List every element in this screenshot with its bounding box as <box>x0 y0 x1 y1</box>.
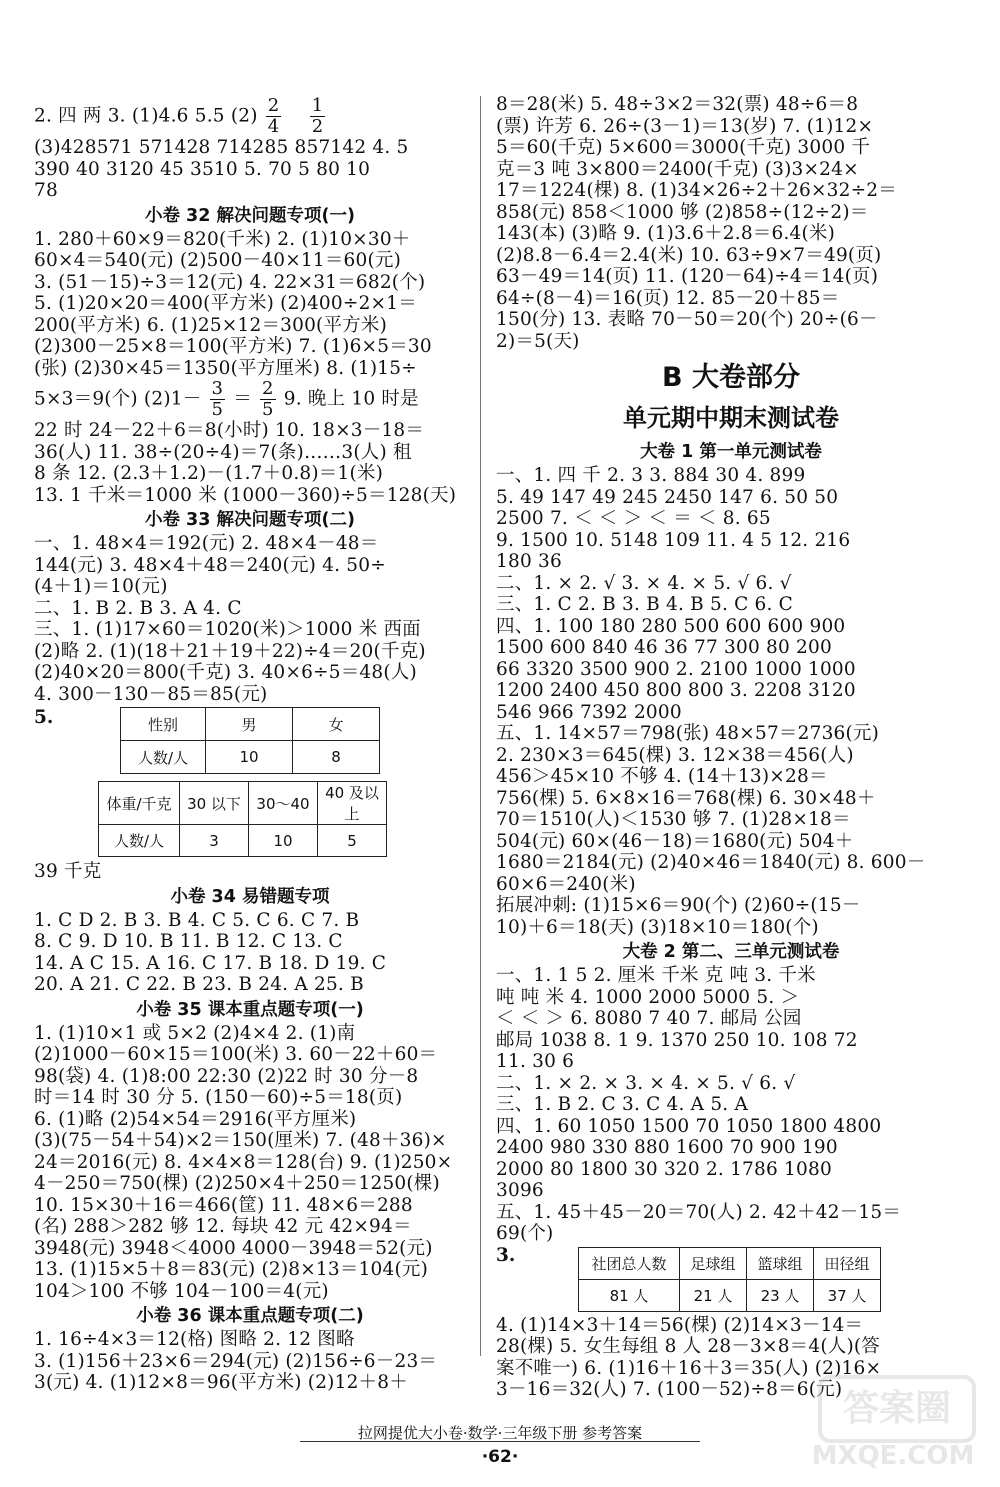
section-title: 小卷 32 解决问题专项(一) <box>144 205 356 226</box>
answer-line: 390 40 3120 45 3510 5. 70 5 80 10 <box>34 158 371 180</box>
answer-line: 8＝28(米) 5. 48÷3×2＝32(票) 48÷6＝8 <box>496 94 859 115</box>
answer-line: 104＞100 不够 104－100＝4(元) <box>34 1280 329 1302</box>
answer-line: 2400 980 330 880 1600 70 900 190 <box>496 1137 838 1158</box>
answer-line: 6. (1)略 (2)54×54＝2916(平方厘米) <box>34 1108 357 1130</box>
footer-rule <box>300 1441 700 1442</box>
answer-block <box>34 420 466 506</box>
answer-line: (票) 许芳 6. 26÷(3－1)＝13(岁) 7. (1)12× <box>496 115 874 137</box>
answer-line: 98(袋) 4. (1)8:00 22:30 (2)22 时 30 分－8 <box>34 1065 419 1087</box>
answer-line: 69(个) <box>496 1223 554 1244</box>
column-divider <box>480 96 481 1356</box>
answer-line: 143(本) (3)略 9. (1)3.6＋2.8＝6.4(米) <box>496 223 836 244</box>
answer-block <box>496 965 966 1245</box>
club-table: 社团总人数 足球组 篮球组 田径组 81 人 21 人 23 人 37 人 <box>578 1247 881 1312</box>
answer-line: 案不唯一) 6. (1)16＋16＋3＝35(人) (2)16× <box>496 1357 882 1379</box>
question-number: 3. <box>496 1244 516 1266</box>
answer-block <box>34 910 466 996</box>
answer-line: 10. 15×30＋16＝466(筐) 11. 48×6＝288 <box>34 1194 413 1216</box>
answer-line: 3. (51－15)÷3＝12(元) 4. 22×31＝682(个) <box>34 271 426 293</box>
answer-line: 5. 49 147 49 245 2450 147 6. 50 50 <box>496 486 839 508</box>
answer-line: 五、1. 14×57＝798(张) 48×57＝2736(元) <box>496 723 880 744</box>
answer-line: 时＝14 时 30 分 5. (150－60)÷5＝18(页) <box>34 1087 403 1108</box>
answer-line: 二、1. B 2. B 3. A 4. C <box>34 597 242 619</box>
answer-line: (4＋1)＝10(元) <box>34 576 168 597</box>
section-title: 小卷 34 易错题专项 <box>170 886 330 907</box>
answer-line: 5＝60(千克) 5×600＝3000(千克) 3000 千 <box>496 137 871 158</box>
watermark-logo: 答案圈 MXQE.COM <box>808 1375 978 1475</box>
answer-line: 60×6＝240(米) <box>496 873 636 895</box>
answer-line: 4－250＝750(棵) (2)250×4＋250＝1250(棵) <box>34 1173 440 1194</box>
question-number: 5. <box>34 707 54 728</box>
answer-line: 66 3320 3500 900 2. 2100 1000 1000 <box>496 658 856 680</box>
answer-line: 200(平方米) 6. (1)25×12＝300(平方米) <box>34 314 387 336</box>
answer-line: (名) 288＞282 够 12. 每块 42 元 42×94＝ <box>34 1216 412 1237</box>
answer-line: 9. 1500 10. 5148 109 11. 4 5 12. 216 <box>496 529 851 551</box>
fraction: $\frac{2}{5}$ <box>262 378 274 420</box>
answer-line: 拓展冲刺: (1)15×6＝90(个) (2)60÷(15－ <box>496 895 861 916</box>
answer-line: 克＝3 吨 3×800＝2400(千克) (3)3×24× <box>496 158 859 180</box>
answer-line: 70＝1510(人)＜1530 够 7. (1)28×18＝ <box>496 809 851 830</box>
page-number: ·62· <box>481 1447 519 1467</box>
gender-table: 性别 男 女 人数/人 10 8 <box>120 707 380 774</box>
answer-line: 四、1. 100 180 280 500 600 600 900 <box>496 615 846 637</box>
answer-line: 756(棵) 5. 6×8×16＝768(棵) 6. 30×48＋ <box>496 787 876 809</box>
answer-text: 2. 四 两 3. (1)4.6 5.5 (2) <box>34 105 258 127</box>
answer-line: 28(棵) 5. 女生每组 8 人 28－3×8＝4(人)(答 <box>496 1336 881 1357</box>
fraction: $\frac{2}{4}$ <box>267 95 280 137</box>
answer-line: 2500 7. ＜ ＜ ＞ ＜ ＝ ＜ 8. 65 <box>496 508 771 529</box>
answer-line: 2. 230×3＝645(棵) 3. 12×38＝456(人) <box>496 744 854 766</box>
answer-block <box>496 465 966 938</box>
answer-line: (2)8.8－6.4＝2.4(米) 10. 63÷9×7＝49(页) <box>496 244 882 266</box>
answer-line: 1. 16÷4×3＝12(格) 图略 2. 12 图略 <box>34 1329 355 1350</box>
section-title: 大卷 2 第二、三单元测试卷 <box>622 942 840 962</box>
answer-line: 二、1. × 2. × 3. × 4. × 5. √ 6. √ <box>496 1072 796 1094</box>
answer-line <box>34 96 466 137</box>
answer-line: (2)40×20＝800(千克) 3. 40×6÷5＝48(人) <box>34 662 417 683</box>
weight-table: 体重/千克 30 以下 30～40 40 及以上 人数/人 3 10 5 <box>98 781 387 857</box>
section-title: 大卷 1 第一单元测试卷 <box>640 442 822 462</box>
answer-line: 63－49＝14(页) 11. (120－64)÷4＝14(页) <box>496 266 879 287</box>
answer-line: (2)1000－60×15＝100(米) 3. 60－22＋60＝ <box>34 1044 438 1065</box>
answer-line: 78 <box>34 180 58 201</box>
answer-line: 三、1. B 2. C 3. C 4. A 5. A <box>496 1094 749 1115</box>
answer-line: 60×4＝540(元) (2)500－40×11＝60(元) <box>34 250 402 271</box>
answer-line: 10)＋6＝18(天) (3)18×10＝180(个) <box>496 916 819 938</box>
answer-line: 5×3＝9(个) (2)1－ $\frac{3}{5}$ ＝ $\frac{2}{5}$ 9. 晚上 10 时是 <box>34 378 419 420</box>
section-title: 小卷 35 课本重点题专项(一) <box>136 999 364 1020</box>
answer-line: 3(元) 4. (1)12×8＝96(平方米) (2)12＋8＋ <box>34 1372 408 1393</box>
answer-block <box>34 137 466 202</box>
answer-line: 24＝2016(元) 8. 4×4×8＝128(台) 9. (1)250× <box>34 1151 453 1173</box>
answer-line: 36(人) 11. 38÷(20÷4)＝7(条)……3(人) 租 <box>34 441 412 463</box>
answer-line: 2)＝5(天) <box>496 330 580 352</box>
answer-line: 14. A C 15. A 16. C 17. B 18. D 19. C <box>34 952 387 974</box>
answer-line: 五、1. 45＋45－20＝70(人) 2. 42＋42－15＝ <box>496 1201 902 1223</box>
answer-line: 邮局 1038 8. 1 9. 1370 250 10. 108 72 <box>496 1029 858 1051</box>
answer-line: 22 时 24－22＋6＝8(小时) 10. 18×3－18＝ <box>34 420 425 441</box>
answer-line: 一、1. 48×4＝192(元) 2. 48×4－48＝ <box>34 533 379 554</box>
answer-line: 144(元) 3. 48×4＋48＝240(元) 4. 50÷ <box>34 554 386 576</box>
answer-line: 4. 300－130－85＝85(元) <box>34 683 268 705</box>
answer-block <box>496 94 966 352</box>
answer-line: 17＝1224(棵) 8. (1)34×26÷2＋26×32÷2＝ <box>496 180 897 201</box>
answer-line: (2)300－25×8＝100(平方米) 7. (1)6×5＝30 <box>34 336 432 357</box>
answer-line: 1500 600 840 46 36 77 300 80 200 <box>496 637 832 658</box>
answer-block <box>34 1329 466 1394</box>
question-5-tables <box>34 707 466 774</box>
answer-line: (3)(75－54＋54)×2＝150(厘米) 7. (48＋36)× <box>34 1130 447 1151</box>
answer-line: 180 36 <box>496 551 562 572</box>
answer-line: 一、1. 1 5 2. 厘米 千米 克 吨 3. 千米 <box>496 965 816 986</box>
answer-line: 13. (1)15×5＋8＝83(元) (2)8×13＝104(元) <box>34 1259 429 1280</box>
answer-block <box>34 533 466 705</box>
answer-line: 1680＝2184(元) (2)40×46＝1840(元) 8. 600－ <box>496 852 926 873</box>
answer-line: 3948(元) 3948＜4000 4000－3948＝52(元) <box>34 1237 433 1259</box>
part-subtitle: 单元期中期末测试卷 <box>623 404 839 432</box>
answer-line: 11. 30 6 <box>496 1051 575 1072</box>
part-title: B 大卷部分 <box>662 362 800 393</box>
answer-line: 3096 <box>496 1180 544 1201</box>
fraction: $\frac{1}{2}$ <box>311 95 324 137</box>
question-3-table <box>496 1245 966 1312</box>
answer-line: 一、1. 四 千 2. 3 3. 884 30 4. 899 <box>496 465 806 486</box>
answer-line: 39 千克 <box>34 861 102 882</box>
answer-line: 13. 1 千米＝1000 米 (1000－360)÷5＝128(天) <box>34 484 457 506</box>
answer-block <box>34 229 466 380</box>
left-column <box>34 96 466 1394</box>
answer-line: 1. (1)10×1 或 5×2 (2)4×4 2. (1)南 <box>34 1022 356 1044</box>
right-column <box>496 94 966 1401</box>
answer-line: 二、1. × 2. √ 3. × 4. × 5. √ 6. √ <box>496 572 792 594</box>
answer-line: 8 条 12. (2.3＋1.2)－(1.7＋0.8)＝1(米) <box>34 463 383 484</box>
answer-line: 三、1. (1)17×60＝1020(米)＞1000 米 西面 <box>34 619 421 640</box>
answer-block <box>34 1023 466 1303</box>
answer-line: ＜ ＜ ＞ 6. 8080 7 40 7. 邮局 公园 <box>496 1008 802 1029</box>
answer-line: (2)略 2. (1)(18＋21＋19＋22)÷4＝20(千克) <box>34 640 426 662</box>
answer-line: 吨 吨 米 4. 1000 2000 5000 5. ＞ <box>496 986 800 1008</box>
answer-line: 150(分) 13. 表略 70－50＝20(个) 20÷(6－ <box>496 309 878 330</box>
answer-line: 8. C 9. D 10. B 11. B 12. C 13. C <box>34 931 343 952</box>
section-title: 小卷 36 课本重点题专项(二) <box>136 1306 364 1326</box>
answer-line: 1. 280＋60×9＝820(千米) 2. (1)10×30＋ <box>34 228 411 250</box>
footer-title: 拉网提优大小卷·数学·三年级下册 参考答案 <box>357 1424 643 1442</box>
answer-line: 20. A 21. C 22. B 23. B 24. A 25. B <box>34 974 364 995</box>
answer-line: 4. (1)14×3＋14＝56(棵) (2)14×3－14＝ <box>496 1314 864 1336</box>
answer-line: 858(元) 858＜1000 够 (2)858÷(12÷2)＝ <box>496 201 869 223</box>
answer-line: 3. (1)156＋23×6＝294(元) (2)156÷6－23＝ <box>34 1350 438 1372</box>
answer-line: 546 966 7392 2000 <box>496 701 682 723</box>
answer-line: 3－16＝32(人) 7. (100－52)÷8＝6(元) <box>496 1379 843 1400</box>
fraction: $\frac{3}{5}$ <box>211 378 224 420</box>
answer-line: (3)428571 571428 714285 857142 4. 5 <box>34 137 409 158</box>
answer-line: 5. (1)20×20＝400(平方米) (2)400÷2×1＝ <box>34 293 417 314</box>
answer-line: 四、1. 60 1050 1500 70 1050 1800 4800 <box>496 1115 882 1137</box>
section-title: 小卷 33 解决问题专项(二) <box>144 510 356 530</box>
answer-line: 64÷(8－4)＝16(页) 12. 85－20＋85＝ <box>496 287 840 309</box>
answer-line: 1. C D 2. B 3. B 4. C 5. C 6. C 7. B <box>34 909 360 931</box>
answer-line: 三、1. C 2. B 3. B 4. B 5. C 6. C <box>496 594 794 615</box>
answer-line: 456＞45×10 不够 4. (14＋13)×28＝ <box>496 766 828 787</box>
answer-line: 2000 80 1800 30 320 2. 1786 1080 <box>496 1158 832 1180</box>
answer-line: (张) (2)30×45＝1350(平方厘米) 8. (1)15÷ <box>34 357 417 379</box>
answer-line: 504(元) 60×(46－18)＝1680(元) 504＋ <box>496 830 854 852</box>
answer-line: 1200 2400 450 800 800 3. 2208 3120 <box>496 680 856 701</box>
